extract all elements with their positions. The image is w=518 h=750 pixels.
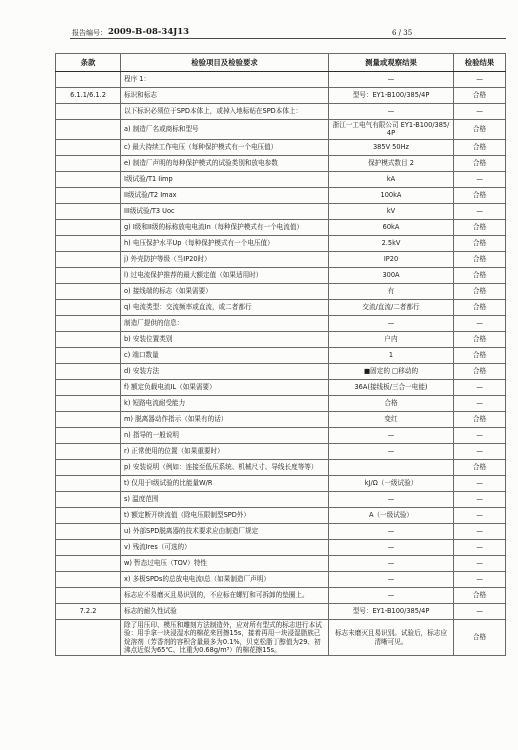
cell-verdict: 合格 bbox=[454, 587, 506, 603]
cell-clause bbox=[56, 347, 121, 363]
cell-clause: 7.2.2 bbox=[56, 603, 121, 619]
table-row bbox=[56, 443, 506, 459]
cell-verdict: 合格 bbox=[454, 219, 506, 235]
cell-result: 浙江一工电气有限公司 EY1-B100/385/4P bbox=[329, 120, 454, 140]
cell-verdict: — bbox=[454, 603, 506, 619]
cell-requirement: o) 接线端的标志（如果需要） bbox=[121, 283, 329, 299]
cell-verdict: — bbox=[454, 315, 506, 331]
cell-verdict: — bbox=[454, 523, 506, 539]
table-row bbox=[56, 219, 506, 235]
page-number: 6 / 35 bbox=[392, 29, 413, 37]
cell-result: kJ/Ω（一级试验） bbox=[329, 475, 454, 491]
cell-verdict: — bbox=[454, 203, 506, 219]
cell-requirement: 以下标识必须位于SPD本体上，或掉入地标贴在SPD本体上： bbox=[121, 104, 329, 120]
cell-requirement: m) 脱离器动作指示（如果有的话） bbox=[121, 411, 329, 427]
cell-requirement: 程序 1： bbox=[121, 72, 329, 88]
cell-verdict: — bbox=[454, 104, 506, 120]
cell-verdict: 合格 bbox=[454, 251, 506, 267]
cell-requirement: I级试验/T1 Iimp bbox=[121, 171, 329, 187]
table-row bbox=[56, 139, 506, 155]
cell-requirement: b) 安装位置类别 bbox=[121, 331, 329, 347]
cell-clause bbox=[56, 187, 121, 203]
cell-result: — bbox=[329, 443, 454, 459]
cell-clause bbox=[56, 120, 121, 140]
cell-clause bbox=[56, 219, 121, 235]
cell-requirement: g) I级和II级的标称放电电流In（每种保护模式有一个电流值） bbox=[121, 219, 329, 235]
table-row bbox=[56, 475, 506, 491]
table-row bbox=[56, 603, 506, 619]
cell-result: — bbox=[329, 523, 454, 539]
cell-result: IP20 bbox=[329, 251, 454, 267]
cell-verdict: — bbox=[454, 379, 506, 395]
cell-requirement: v) 残流Ires（可选的） bbox=[121, 539, 329, 555]
page-header bbox=[70, 27, 506, 39]
table-row bbox=[56, 395, 506, 411]
cell-clause bbox=[56, 475, 121, 491]
cell-clause bbox=[56, 155, 121, 171]
cell-requirement: c) 最大持续工作电压（每种保护模式有一个电压值） bbox=[121, 139, 329, 155]
cell-result: 型号：EY1-B100/385/4P bbox=[329, 603, 454, 619]
cell-requirement: u) 外部SPD脱离器的技术要求应由制造厂规定 bbox=[121, 523, 329, 539]
table-row bbox=[56, 72, 506, 88]
cell-verdict: — bbox=[454, 171, 506, 187]
cell-clause bbox=[56, 235, 121, 251]
report-number-label: 报告编号： bbox=[72, 29, 107, 37]
cell-verdict: 合格 bbox=[454, 235, 506, 251]
cell-requirement: II级试验/T2 Imax bbox=[121, 187, 329, 203]
cell-clause bbox=[56, 72, 121, 88]
cell-result: 36A(接线板/三合一电能) bbox=[329, 379, 454, 395]
cell-verdict: 合格 bbox=[454, 267, 506, 283]
cell-clause bbox=[56, 571, 121, 587]
cell-clause bbox=[56, 283, 121, 299]
cell-result: A（一级试验） bbox=[329, 507, 454, 523]
cell-clause: 6.1.1/6.1.2 bbox=[56, 88, 121, 104]
cell-verdict: — bbox=[454, 555, 506, 571]
cell-requirement: f) 额定负载电流IL（如果需要） bbox=[121, 379, 329, 395]
cell-clause bbox=[56, 171, 121, 187]
cell-result: 60kA bbox=[329, 219, 454, 235]
table-row bbox=[56, 619, 506, 656]
cell-result: — bbox=[329, 555, 454, 571]
table-row bbox=[56, 315, 506, 331]
cell-requirement: 标识和标志 bbox=[121, 88, 329, 104]
cell-requirement: h) 电压保护水平Up（每种保护模式有一个电压值） bbox=[121, 235, 329, 251]
cell-verdict: 合格 bbox=[454, 187, 506, 203]
table-row bbox=[56, 155, 506, 171]
table-row bbox=[56, 187, 506, 203]
cell-result: — bbox=[329, 491, 454, 507]
cell-requirement: r) 正常使用的位置（如果重要时） bbox=[121, 443, 329, 459]
cell-requirement: x) 多极SPDs的总放电电流I总（如果制造厂声明） bbox=[121, 571, 329, 587]
cell-result: 标志未磨灭且易识别。试验后，标志应清晰可见。 bbox=[329, 619, 454, 656]
cell-result: — bbox=[329, 571, 454, 587]
table-row bbox=[56, 539, 506, 555]
cell-clause bbox=[56, 331, 121, 347]
table-row bbox=[56, 171, 506, 187]
cell-verdict: — bbox=[454, 491, 506, 507]
cell-result: 交流/直流/二者都行 bbox=[329, 299, 454, 315]
table-row bbox=[56, 379, 506, 395]
cell-result: 100kA bbox=[329, 187, 454, 203]
cell-clause bbox=[56, 539, 121, 555]
cell-verdict: 合格 bbox=[454, 347, 506, 363]
cell-requirement: k) 短路电流耐受能力 bbox=[121, 395, 329, 411]
cell-result: — bbox=[329, 104, 454, 120]
table-row bbox=[56, 523, 506, 539]
cell-requirement: III级试验/T3 Uoc bbox=[121, 203, 329, 219]
cell-verdict: — bbox=[454, 443, 506, 459]
cell-requirement: t) 额定断开续流值（除电压限制型SPD外） bbox=[121, 507, 329, 523]
cell-result: 变红 bbox=[329, 411, 454, 427]
cell-clause bbox=[56, 491, 121, 507]
cell-result: — bbox=[329, 315, 454, 331]
report-number: 2009-B-08-34J13 bbox=[108, 27, 190, 37]
table-row bbox=[56, 203, 506, 219]
cell-verdict: — bbox=[454, 507, 506, 523]
cell-result: — bbox=[329, 427, 454, 443]
cell-requirement: j) 外壳防护等级（当IP20时） bbox=[121, 251, 329, 267]
table-row bbox=[56, 299, 506, 315]
cell-clause bbox=[56, 459, 121, 475]
cell-result: 保护模式数目 2 bbox=[329, 155, 454, 171]
cell-requirement: d) 安装方法 bbox=[121, 363, 329, 379]
column-header-requirement: 检验项目及检验要求 bbox=[121, 54, 329, 72]
cell-verdict: — bbox=[454, 395, 506, 411]
cell-result: 1 bbox=[329, 347, 454, 363]
cell-clause bbox=[56, 443, 121, 459]
cell-clause bbox=[56, 363, 121, 379]
cell-result: 385V 50Hz bbox=[329, 139, 454, 155]
cell-requirement: q) 电流类型：交流频率或直流，或二者都行 bbox=[121, 299, 329, 315]
cell-verdict: 合格 bbox=[454, 283, 506, 299]
cell-result: 300A bbox=[329, 267, 454, 283]
cell-requirement: 标志的耐久性试验 bbox=[121, 603, 329, 619]
cell-clause bbox=[56, 267, 121, 283]
cell-requirement: e) 制造厂声明的每种保护模式的试验类别和放电参数 bbox=[121, 155, 329, 171]
cell-clause bbox=[56, 104, 121, 120]
cell-verdict: 合格 bbox=[454, 363, 506, 379]
cell-verdict: 合格 bbox=[454, 299, 506, 315]
table-row bbox=[56, 347, 506, 363]
cell-requirement: t) 仅用于I级试验的比能量W/R bbox=[121, 475, 329, 491]
cell-verdict: 合格 bbox=[454, 619, 506, 656]
cell-result: ■固定的 □移动的 bbox=[329, 363, 454, 379]
cell-requirement: l) 过电流保护推荐的最大额定值（如果适用时） bbox=[121, 267, 329, 283]
table-row bbox=[56, 427, 506, 443]
table-header bbox=[56, 54, 506, 72]
cell-requirement: n) 指导的一般说明 bbox=[121, 427, 329, 443]
cell-verdict: 合格 bbox=[454, 459, 506, 475]
cell-clause bbox=[56, 555, 121, 571]
table-row bbox=[56, 411, 506, 427]
cell-clause bbox=[56, 411, 121, 427]
cell-result: 户内 bbox=[329, 331, 454, 347]
table-row bbox=[56, 331, 506, 347]
inspection-table-body bbox=[56, 72, 506, 656]
cell-requirement: p) 安装说明（例如：连接至低压系统、机械尺寸、导线长度等等） bbox=[121, 459, 329, 475]
table-row bbox=[56, 363, 506, 379]
cell-clause bbox=[56, 379, 121, 395]
cell-verdict: 合格 bbox=[454, 331, 506, 347]
cell-result: kV bbox=[329, 203, 454, 219]
cell-verdict: — bbox=[454, 427, 506, 443]
cell-clause bbox=[56, 523, 121, 539]
table-row bbox=[56, 571, 506, 587]
cell-clause bbox=[56, 507, 121, 523]
inspection-table bbox=[55, 53, 506, 656]
column-header-verdict: 检验结果 bbox=[454, 54, 506, 72]
cell-verdict: 合格 bbox=[454, 155, 506, 171]
cell-result: 型号：EY1-B100/385/4P bbox=[329, 88, 454, 104]
cell-requirement: a) 制造厂名或商标和型号 bbox=[121, 120, 329, 140]
cell-result: 有 bbox=[329, 283, 454, 299]
cell-requirement: s) 温度范围 bbox=[121, 491, 329, 507]
cell-requirement: 除了用压印、模压和雕刻方法制造外，应对所有型式的标志进行本试验：用手拿一块浸湿水的棉花来回擦15s，接着再用一块浸湿脂族己烷溶剂（芳香剂的容积含量最多为0.1%，贝克松脂丁醇值为29、初沸点近似为65℃、比重为0.68g/m³）的棉花擦15s。 bbox=[121, 619, 329, 656]
cell-verdict: — bbox=[454, 72, 506, 88]
cell-result: — bbox=[329, 72, 454, 88]
cell-clause bbox=[56, 251, 121, 267]
cell-result: 2.5kV bbox=[329, 235, 454, 251]
cell-result: — bbox=[329, 587, 454, 603]
table-row bbox=[56, 251, 506, 267]
cell-verdict: 合格 bbox=[454, 411, 506, 427]
table-row bbox=[56, 283, 506, 299]
cell-verdict: 合格 bbox=[454, 88, 506, 104]
cell-result: — bbox=[329, 539, 454, 555]
cell-clause bbox=[56, 139, 121, 155]
table-row bbox=[56, 104, 506, 120]
cell-requirement: 标志应不易磨灭且易识别的，不应标在螺钉和可拆卸的垫圈上。 bbox=[121, 587, 329, 603]
cell-verdict: 合格 bbox=[454, 120, 506, 140]
cell-requirement: 制造厂提供的信息： bbox=[121, 315, 329, 331]
cell-clause bbox=[56, 587, 121, 603]
table-row bbox=[56, 267, 506, 283]
column-header-clause: 条款 bbox=[56, 54, 121, 72]
table-row bbox=[56, 88, 506, 104]
table-row bbox=[56, 491, 506, 507]
table-header-row bbox=[56, 54, 506, 72]
cell-verdict: — bbox=[454, 539, 506, 555]
cell-verdict: 合格 bbox=[454, 139, 506, 155]
table-row bbox=[56, 235, 506, 251]
cell-clause bbox=[56, 203, 121, 219]
cell-clause bbox=[56, 395, 121, 411]
cell-verdict: — bbox=[454, 571, 506, 587]
cell-clause bbox=[56, 619, 121, 656]
cell-clause bbox=[56, 315, 121, 331]
table-row bbox=[56, 555, 506, 571]
table-row bbox=[56, 507, 506, 523]
table-row bbox=[56, 587, 506, 603]
cell-verdict: — bbox=[454, 475, 506, 491]
cell-clause bbox=[56, 299, 121, 315]
table-row bbox=[56, 120, 506, 140]
cell-result bbox=[329, 459, 454, 475]
cell-result: kA bbox=[329, 171, 454, 187]
cell-requirement: c) 端口数量 bbox=[121, 347, 329, 363]
table-row bbox=[56, 459, 506, 475]
cell-result: 合格 bbox=[329, 395, 454, 411]
column-header-result: 测量或观察结果 bbox=[329, 54, 454, 72]
cell-clause bbox=[56, 427, 121, 443]
cell-requirement: w) 暂态过电压（TOV）特性 bbox=[121, 555, 329, 571]
